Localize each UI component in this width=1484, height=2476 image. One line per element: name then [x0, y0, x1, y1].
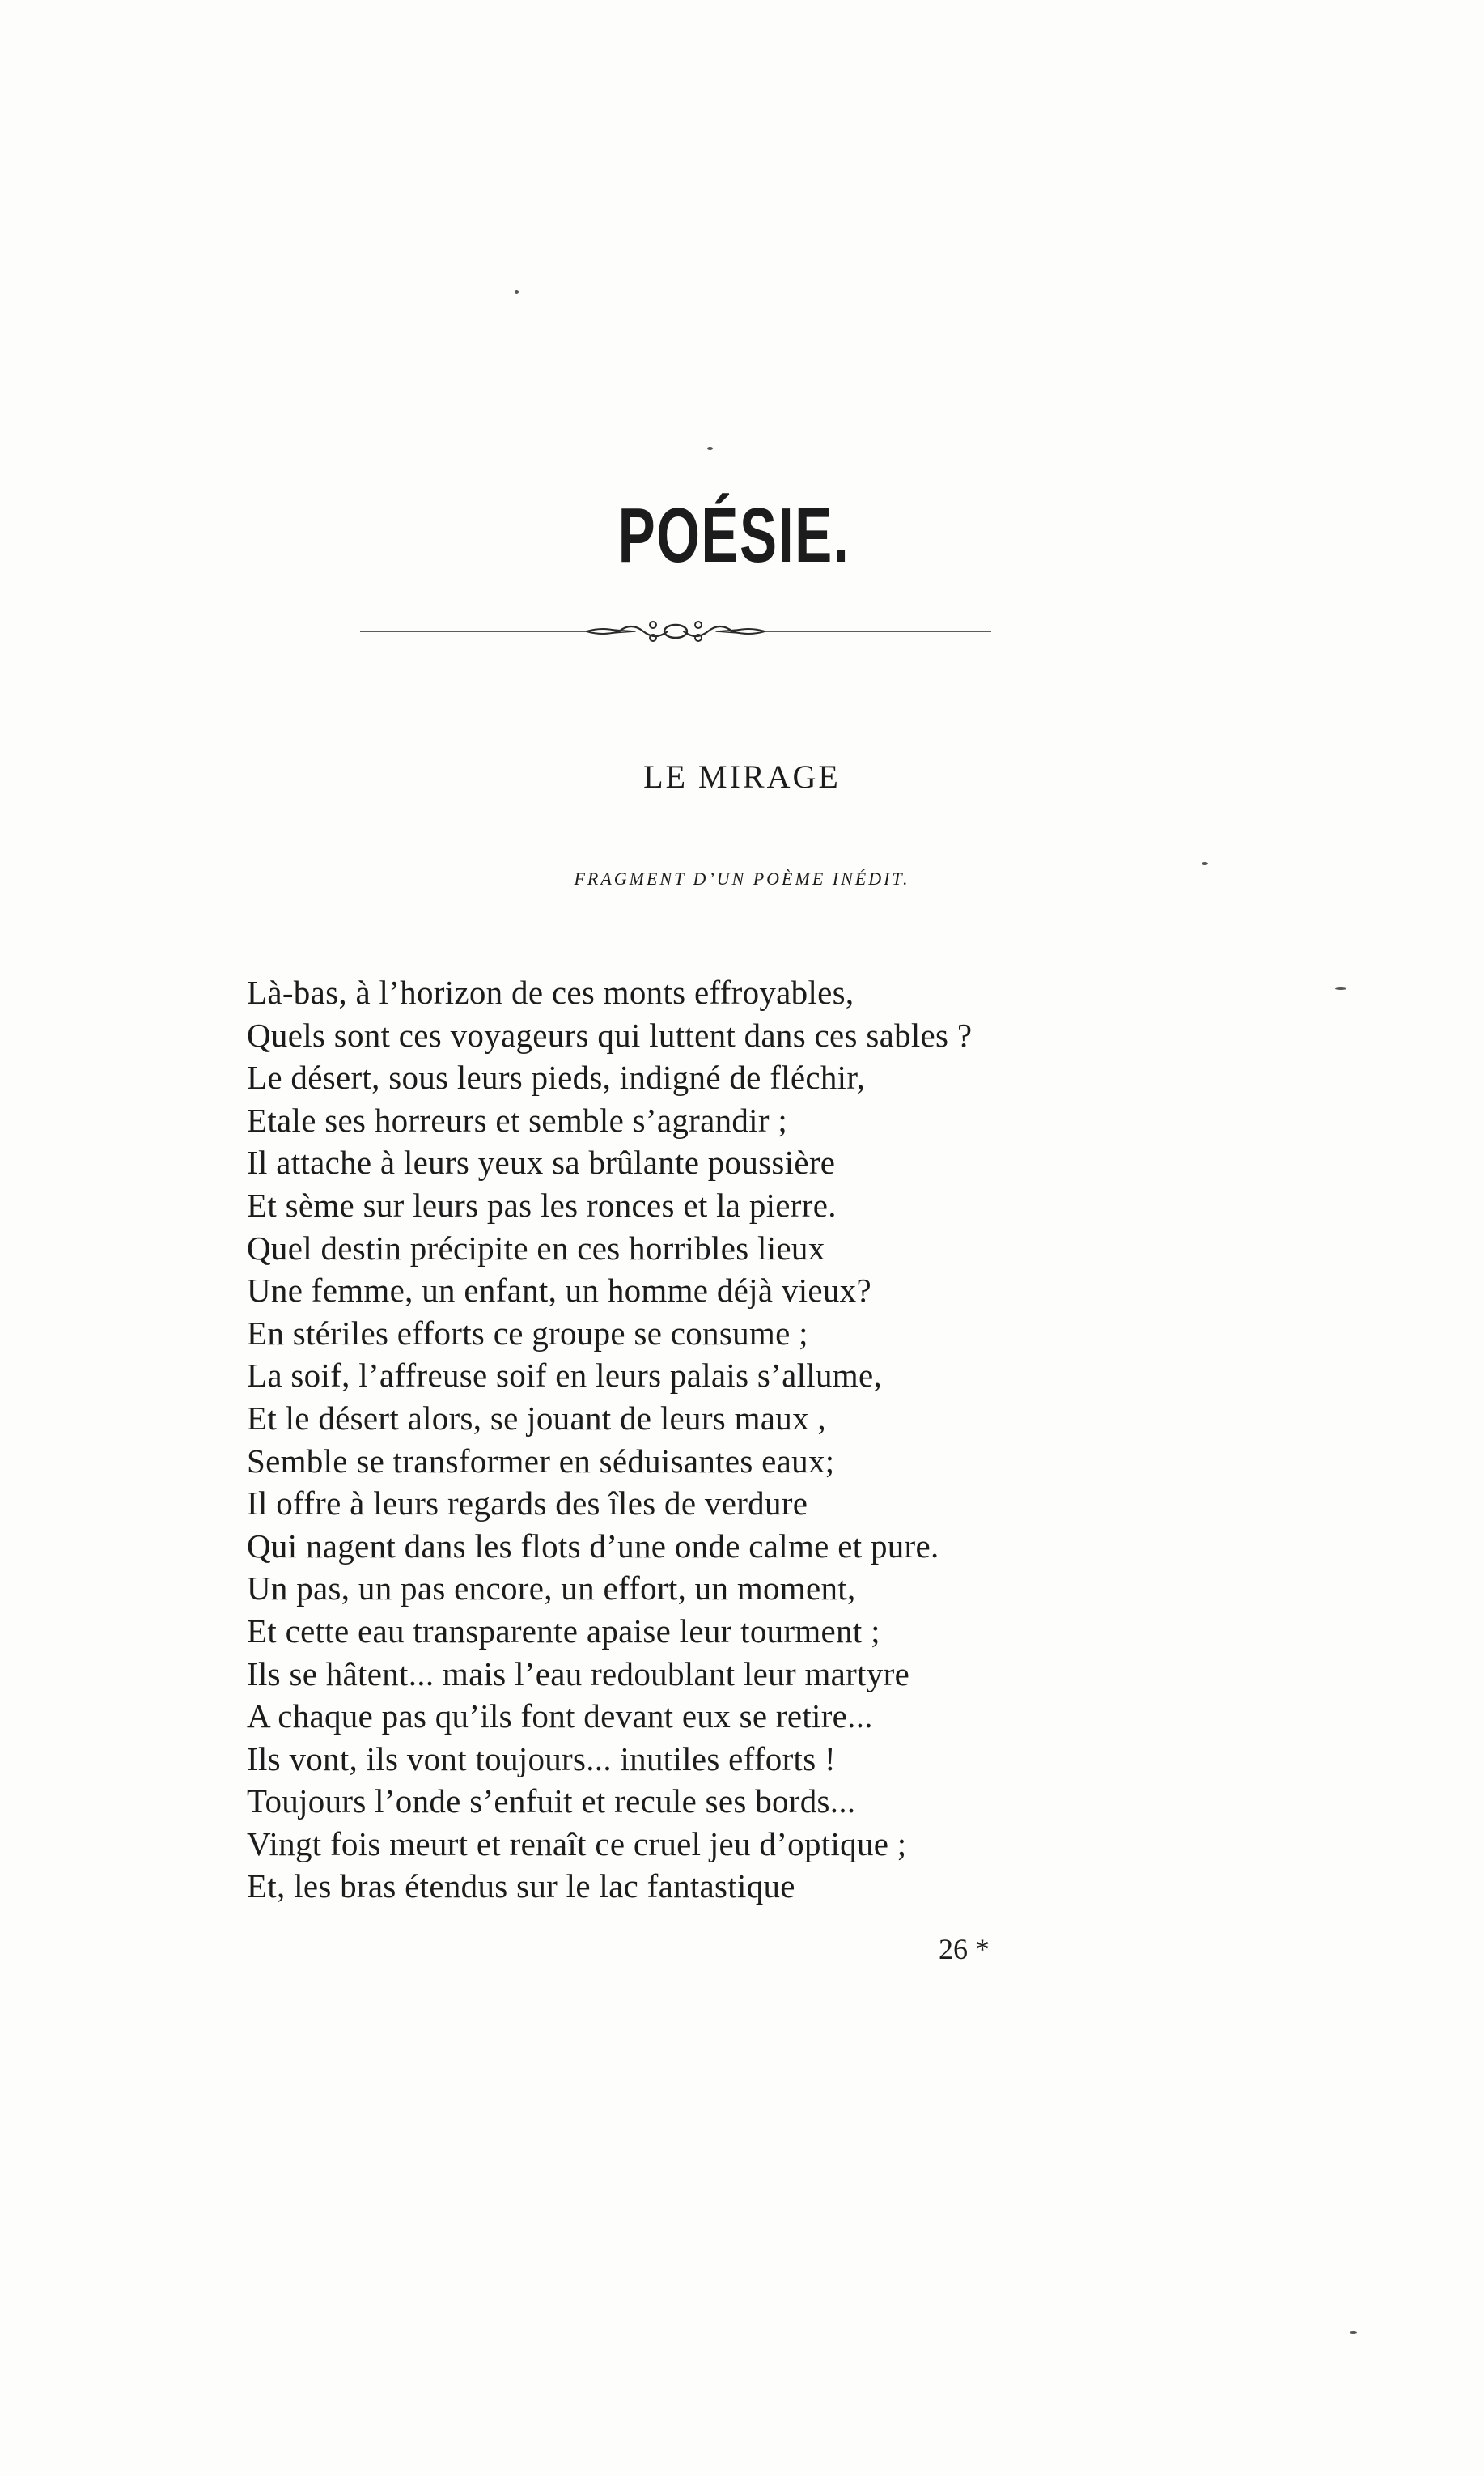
poem-line: Là-bas, à l’horizon de ces monts effroyables,: [247, 974, 854, 1011]
poem-line: A chaque pas qu’ils font devant eux se retire...: [247, 1697, 873, 1735]
poem-subtitle: FRAGMENT D’UN POÈME INÉDIT.: [574, 869, 910, 889]
poem-line: Vingt fois meurt et renaît ce cruel jeu d’optique ;: [247, 1824, 907, 1862]
poem-line: Et sème sur leurs pas les ronces et la pierre.: [247, 1186, 837, 1224]
poem-line: Et, les bras étendus sur le lac fantastique: [247, 1867, 795, 1905]
poem-title: LE MIRAGE: [643, 758, 841, 795]
ink-speck: [515, 290, 519, 294]
poem-line: Le désert, sous leurs pieds, indigné de fléchir,: [247, 1059, 866, 1097]
poem-line: Il offre à leurs regards des îles de verdure: [247, 1484, 808, 1523]
section-heading: POÉSIE.: [617, 492, 850, 580]
poem-text: [247, 971, 1137, 1908]
ornamental-divider: [360, 615, 991, 648]
poem-line: Qui nagent dans les flots d’une onde calme et pure.: [247, 1527, 939, 1565]
poem-line: Quel destin précipite en ces horribles lieux: [247, 1229, 825, 1267]
page-number: 26 *: [939, 1933, 990, 1965]
poem-line: Toujours l’onde s’enfuit et recule ses bords...: [247, 1782, 856, 1820]
poem-line: Une femme, un enfant, un homme déjà vieux?: [247, 1272, 871, 1310]
ink-speck: [707, 447, 713, 450]
poem-line: Quels sont ces voyageurs qui luttent dans ces sables ?: [247, 1016, 973, 1054]
poem-line: Ils se hâtent... mais l’eau redoublant leur martyre: [247, 1654, 910, 1692]
poem-line: Et le désert alors, se jouant de leurs maux ,: [247, 1399, 826, 1437]
poem-line: Il attache à leurs yeux sa brûlante poussière: [247, 1144, 836, 1182]
poem-line: La soif, l’affreuse soif en leurs palais s’allume,: [247, 1357, 883, 1395]
poem-line: Ils vont, ils vont toujours... inutiles efforts !: [247, 1739, 836, 1777]
poem-line: Etale ses horreurs et semble s’agrandir ;: [247, 1101, 788, 1139]
poem-line: Semble se transformer en séduisantes eaux;: [247, 1442, 835, 1480]
poem-line: En stériles efforts ce groupe se consume ;: [247, 1314, 808, 1352]
ink-speck: [1350, 2331, 1357, 2334]
ink-speck: [1335, 987, 1346, 990]
ink-speck: [1202, 862, 1208, 865]
poem-line: Et cette eau transparente apaise leur tourment ;: [247, 1612, 880, 1650]
poem-line: Un pas, un pas encore, un effort, un moment,: [247, 1569, 856, 1607]
